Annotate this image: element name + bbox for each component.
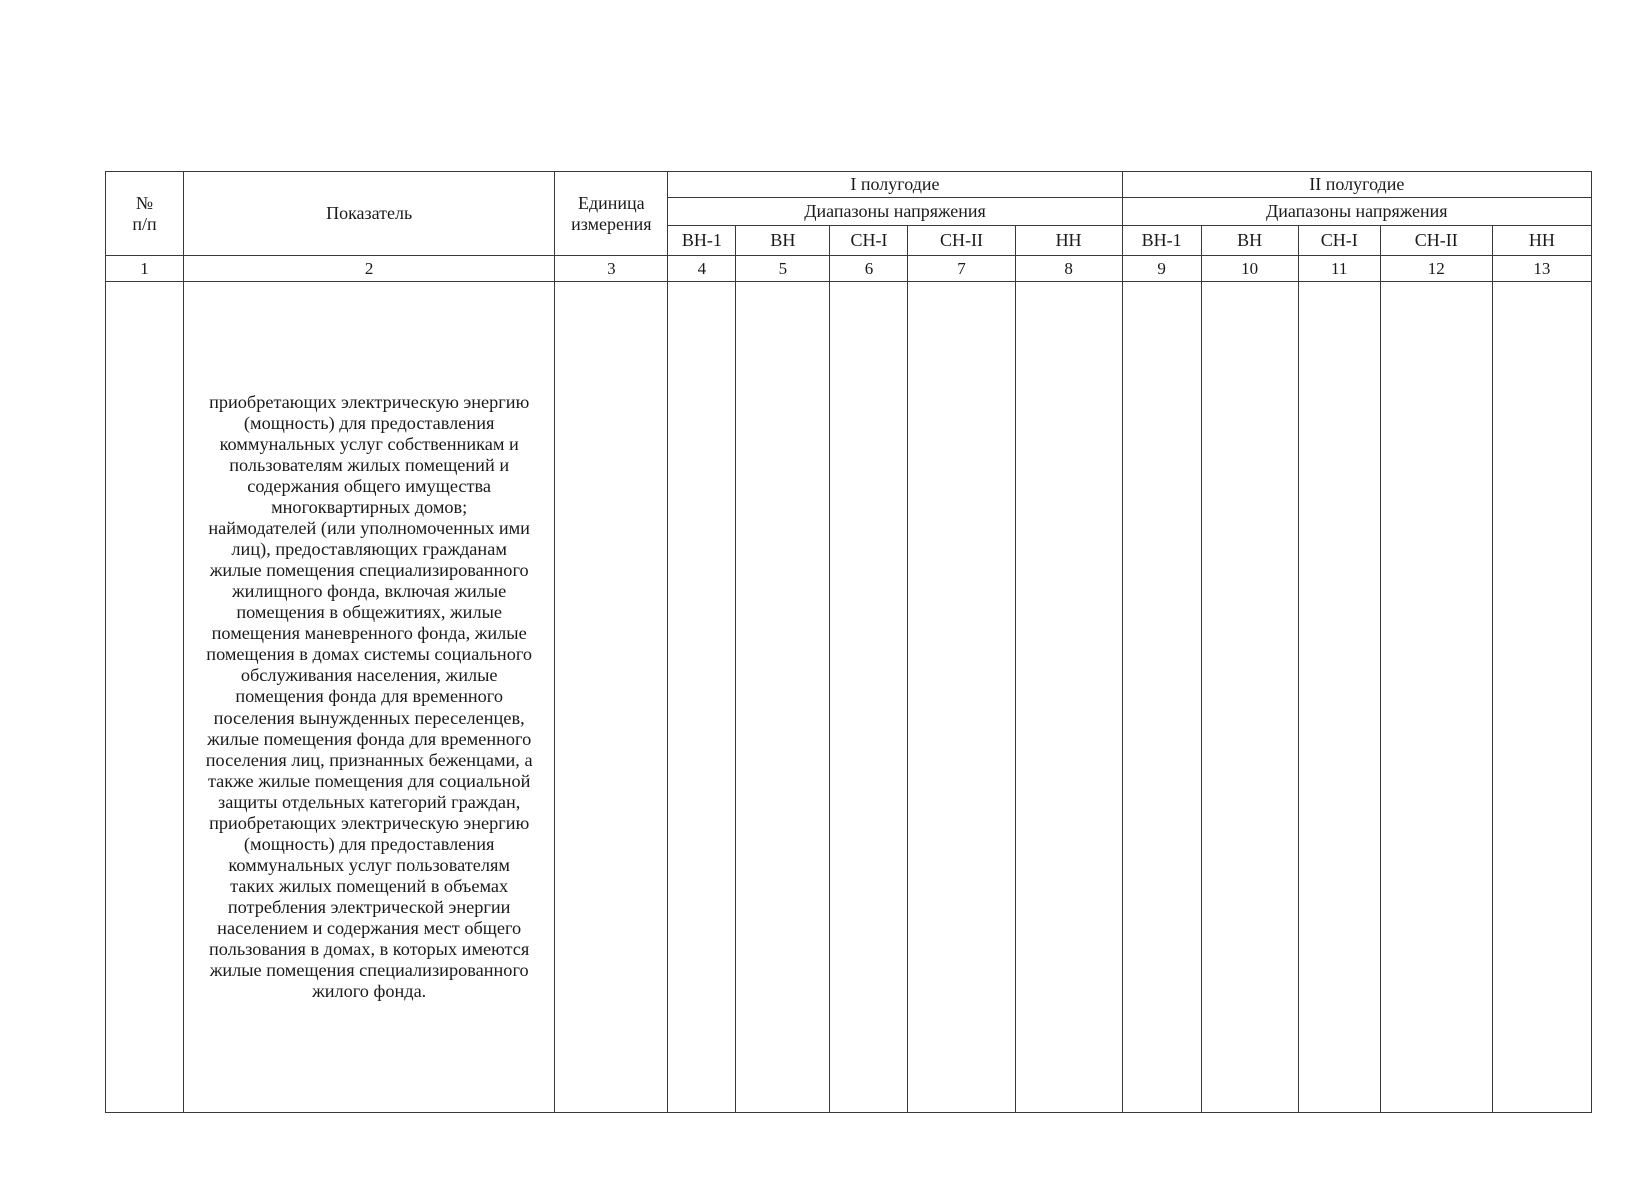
- column-number: 10: [1201, 256, 1298, 282]
- value-cell: [1015, 282, 1122, 1113]
- value-cell: [1380, 282, 1492, 1113]
- value-cell: [908, 282, 1015, 1113]
- tariff-table: [105, 171, 1592, 1113]
- voltage-h1-sn2: СН-II: [908, 226, 1015, 256]
- voltage-h2-vn1: ВН-1: [1122, 226, 1201, 256]
- column-number: 11: [1298, 256, 1380, 282]
- header-ranges-1-text: Диапазоны напряжения: [804, 201, 986, 222]
- voltage-h2-sn2: СН-II: [1380, 226, 1492, 256]
- voltage-h1-sn1: СН-I: [830, 226, 908, 256]
- row-unit-cell: [555, 282, 668, 1113]
- column-number: 7: [908, 256, 1015, 282]
- header-half-2: [1122, 172, 1591, 198]
- voltage-h1-vn: ВН: [736, 226, 830, 256]
- voltage-h1-vn1: ВН-1: [668, 226, 736, 256]
- header-row-halves: [106, 172, 1592, 198]
- table-row: [106, 282, 1592, 1113]
- voltage-h1-nn: НН: [1015, 226, 1122, 256]
- column-number: 2: [184, 256, 555, 282]
- column-number: 6: [830, 256, 908, 282]
- value-cell: [1201, 282, 1298, 1113]
- header-unit: [555, 172, 668, 256]
- value-cell: [736, 282, 830, 1113]
- column-number: 9: [1122, 256, 1201, 282]
- value-cell: [830, 282, 908, 1113]
- header-half-1-text: I полугодие: [850, 174, 940, 195]
- header-npp-text: № п/п: [132, 192, 157, 234]
- column-number: 3: [555, 256, 668, 282]
- header-ranges-2-text: Диапазоны напряжения: [1266, 201, 1448, 222]
- value-cell: [1298, 282, 1380, 1113]
- column-number: 13: [1492, 256, 1591, 282]
- header-npp: [106, 172, 184, 256]
- column-number: 8: [1015, 256, 1122, 282]
- column-number: 5: [736, 256, 830, 282]
- row-indicator-cell: приобретающих электрическую энергию (мощность) для предоставления коммунальных услуг собственникам и пользователям жилых помещений и содержания общего имущества многоквартирных домов; наймодателей (или уполномоченных ими лиц), предоставляющих гражданам жилые помещения специализированного жилищного фонда, включая жилые помещения в общежитиях, жилые помещения маневренного фонда, жилые помещения в домах системы социального обслуживания населения, жилые помещения фонда для временного поселения вынужденных переселенцев, жилые помещения фонда для временного поселения лиц, признанных беженцами, а также жилые помещения для социальной защиты отдельных категорий граждан, приобретающих электрическую энергию (мощность) для предоставления коммунальных услуг пользователям таких жилых помещений в объемах потребления электрической энергии населением и содержания мест общего пользования в домах, в которых имеются жилые помещения специализированного жилого фонда.: [184, 282, 555, 1113]
- voltage-h2-sn1: СН-I: [1298, 226, 1380, 256]
- header-indicator: [184, 172, 555, 256]
- value-cell: [1122, 282, 1201, 1113]
- value-cell: [668, 282, 736, 1113]
- column-number-row: [106, 256, 1592, 282]
- voltage-h2-vn: ВН: [1201, 226, 1298, 256]
- column-number: 4: [668, 256, 736, 282]
- header-ranges-2: [1122, 198, 1591, 226]
- column-number: 1: [106, 256, 184, 282]
- header-half-2-text: II полугодие: [1309, 174, 1405, 195]
- row-npp-cell: [106, 282, 184, 1113]
- value-cell: [1492, 282, 1591, 1113]
- header-ranges-1: [668, 198, 1122, 226]
- header-unit-text: Единица измерения: [571, 192, 652, 234]
- column-number: 12: [1380, 256, 1492, 282]
- header-indicator-text: Показатель: [326, 203, 413, 224]
- voltage-h2-nn: НН: [1492, 226, 1591, 256]
- header-half-1: [668, 172, 1122, 198]
